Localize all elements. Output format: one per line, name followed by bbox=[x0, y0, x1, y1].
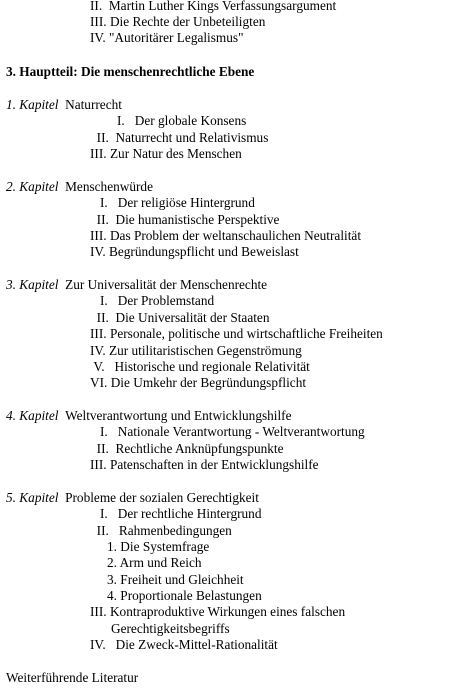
toc-item: V. Historische und regionale Relativität bbox=[93, 359, 310, 374]
toc-item: II. Rechtliche Anknüpfungspunkte bbox=[96, 441, 284, 456]
toc-item: II. Die Universalität der Staaten bbox=[96, 310, 270, 325]
toc-item: I. Nationale Verantwortung - Weltverantwortung bbox=[99, 424, 365, 439]
chapter-heading: 2. Kapitel Menschenwürde bbox=[6, 179, 153, 194]
chapter-heading: 4. Kapitel Weltverantwortung und Entwicklungshilfe bbox=[6, 408, 292, 423]
toc-item: III. Zur Natur des Menschen bbox=[90, 146, 242, 161]
toc-item: III. Das Problem der weltanschaulichen Neutralität bbox=[90, 228, 362, 243]
toc-item: IV. Die Zweck-Mittel-Rationalität bbox=[90, 637, 278, 652]
toc-item: I. Der Problemstand bbox=[99, 293, 215, 308]
toc-item: II. Die humanistische Perspektive bbox=[96, 212, 280, 227]
toc-subitem: 2. Arm und Reich bbox=[107, 555, 202, 570]
toc-item: IV. Zur utilitaristischen Gegenströmung bbox=[90, 343, 302, 358]
toc-subitem: 3. Freiheit und Gleichheit bbox=[107, 572, 244, 587]
toc-item: IV. Begründungspflicht und Beweislast bbox=[90, 244, 299, 259]
toc-item: II. Naturrecht und Relativismus bbox=[96, 130, 269, 145]
toc-item: II. Martin Luther Kings Verfassungsargument bbox=[90, 0, 337, 13]
toc-item: I. Der rechtliche Hintergrund bbox=[99, 506, 262, 521]
toc-item: III. Kontraproduktive Wirkungen eines falschen bbox=[90, 604, 346, 619]
toc-item: III. Personale, politische und wirtschaftliche Freiheiten bbox=[90, 326, 383, 341]
toc-item-continuation: Gerechtigkeitsbegriffs bbox=[111, 621, 230, 636]
toc-item: IV. "Autoritärer Legalismus" bbox=[90, 30, 244, 45]
toc-item: II. Rahmenbedingungen bbox=[96, 523, 232, 538]
toc-item: III. Die Rechte der Unbeteiligten bbox=[90, 14, 266, 29]
section-heading: 3. Hauptteil: Die menschenrechtliche Ebene bbox=[6, 64, 255, 79]
further-reading: Weiterführende Literatur bbox=[6, 670, 139, 685]
chapter-heading: 1. Kapitel Naturrecht bbox=[6, 97, 122, 112]
toc-item: VI. Die Umkehr der Begründungspflicht bbox=[90, 375, 307, 390]
toc-subitem: 4. Proportionale Belastungen bbox=[107, 588, 262, 603]
chapter-heading: 5. Kapitel Probleme der sozialen Gerechtigkeit bbox=[6, 490, 259, 505]
chapter-heading: 3. Kapitel Zur Universalität der Menschenrechte bbox=[6, 277, 268, 292]
toc-item: III. Patenschaften in der Entwicklungshilfe bbox=[90, 457, 319, 472]
toc-item: I. Der globale Konsens bbox=[117, 113, 247, 128]
toc-subitem: 1. Die Systemfrage bbox=[107, 539, 210, 554]
toc-item: I. Der religiöse Hintergrund bbox=[99, 195, 255, 210]
